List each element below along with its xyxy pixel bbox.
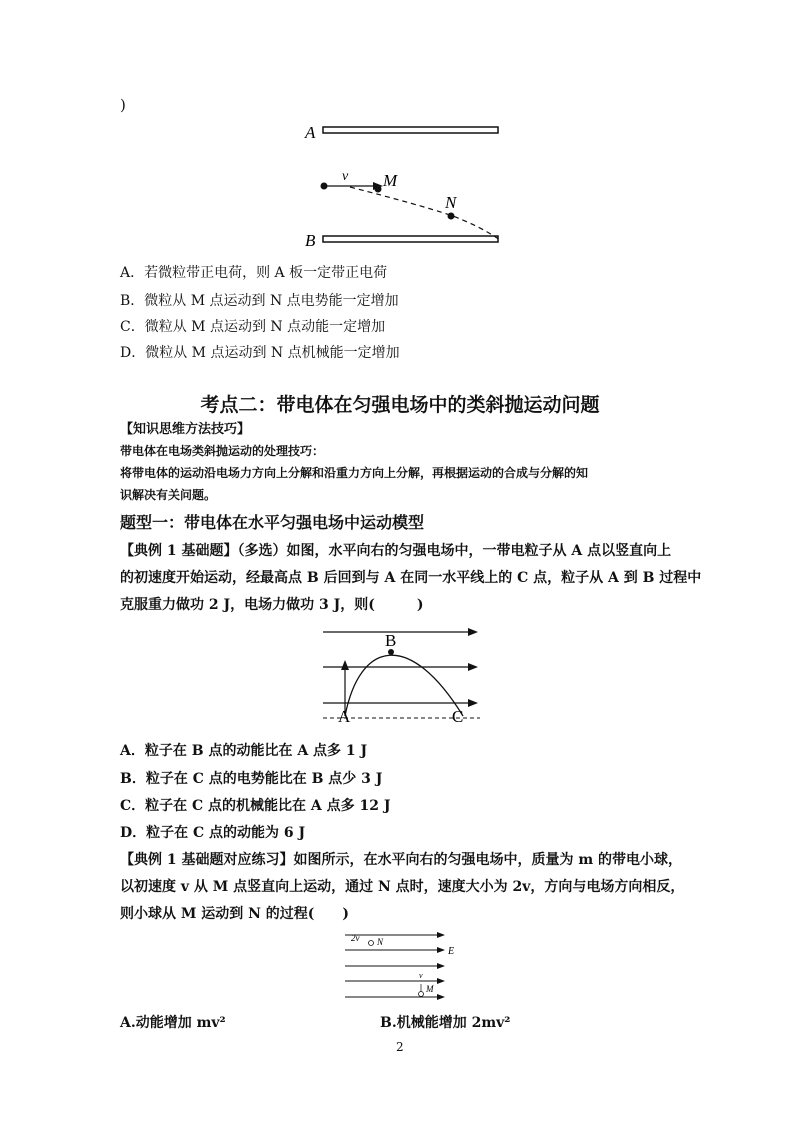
q1-option-b: B．微粒从 M 点运动到 N 点电势能一定增加 bbox=[120, 293, 399, 309]
q1-option-c: C．微粒从 M 点运动到 N 点动能一定增加 bbox=[120, 319, 386, 335]
plate-a-label: A bbox=[305, 123, 316, 142]
velocity-label: v bbox=[342, 169, 349, 184]
point-a-label: A bbox=[338, 707, 351, 726]
fig3-label-v: v bbox=[419, 971, 423, 980]
practice-option-a: A.动能增加 mv² bbox=[120, 1015, 226, 1031]
question-close-paren: ) bbox=[120, 96, 126, 114]
example1-line-2: 的初速度开始运动，经最高点 B 后回到与 A 在同一水平线上的 C 点，粒子从 A 到 B 过程中 bbox=[120, 570, 702, 586]
point-n-label: N bbox=[445, 193, 457, 212]
q1-option-d: D．微粒从 M 点运动到 N 点机械能一定增加 bbox=[120, 345, 400, 361]
knowledge-header: 【知识思维方法技巧】 bbox=[120, 422, 251, 437]
example1-line-1: 【典例 1 基础题】（多选）如图，水平向右的匀强电场中，一带电粒子从 A 点以竖直向上 bbox=[120, 543, 672, 559]
point-b-label: B bbox=[385, 631, 397, 650]
ex1-option-c: C．粒子在 C 点的机械能比在 A 点多 12 J bbox=[120, 798, 391, 814]
ex1-option-d: D．粒子在 C 点的动能为 6 J bbox=[120, 825, 306, 841]
q1-option-a: A．若微粒带正电荷，则 A 板一定带正电荷 bbox=[120, 265, 388, 281]
ex1-option-b: B．粒子在 C 点的电势能比在 B 点少 3 J bbox=[120, 771, 383, 787]
ex1-option-a: A．粒子在 B 点的动能比在 A 点多 1 J bbox=[120, 743, 368, 759]
point-m-label: M bbox=[383, 171, 398, 190]
practice-line-1: 【典例 1 基础题对应练习】如图所示，在水平向右的匀强电场中，质量为 m 的带电小球， bbox=[120, 852, 683, 868]
ball-m bbox=[419, 992, 424, 997]
fig3-label-n: N bbox=[377, 937, 384, 947]
fig3-label-e: E bbox=[448, 946, 455, 957]
page-number: 2 bbox=[396, 1040, 404, 1054]
point-c-label: C bbox=[452, 707, 464, 726]
fig3-label-m: M bbox=[426, 984, 434, 994]
practice-line-2: 以初速度 v 从 M 点竖直向上运动，通过 N 点时，速度大小为 2v，方向与电场方向相反， bbox=[120, 879, 685, 895]
plate-b-label: B bbox=[305, 231, 316, 250]
practice-option-b: B.机械能增加 2mv² bbox=[380, 1015, 511, 1031]
knowledge-line-1: 带电体在电场类斜抛运动的处理技巧： bbox=[120, 444, 325, 458]
type-title: 题型一：带电体在水平匀强电场中运动模型 bbox=[120, 513, 425, 532]
knowledge-line-2: 将带电体的运动沿电场力方向上分解和沿重力方向上分解，再根据运动的合成与分解的知 bbox=[120, 466, 589, 480]
example1-line-3: 克服重力做功 2 J，电场力做功 3 J，则( ) bbox=[120, 597, 424, 613]
practice-line-3: 则小球从 M 运动到 N 的过程( ) bbox=[120, 906, 350, 922]
fig3-label-2v: 2v bbox=[351, 933, 360, 943]
knowledge-line-3: 识解决有关问题。 bbox=[120, 488, 217, 502]
section-title: 考点二：带电体在匀强电场中的类斜抛运动问题 bbox=[200, 394, 600, 416]
ball-n bbox=[369, 941, 374, 946]
